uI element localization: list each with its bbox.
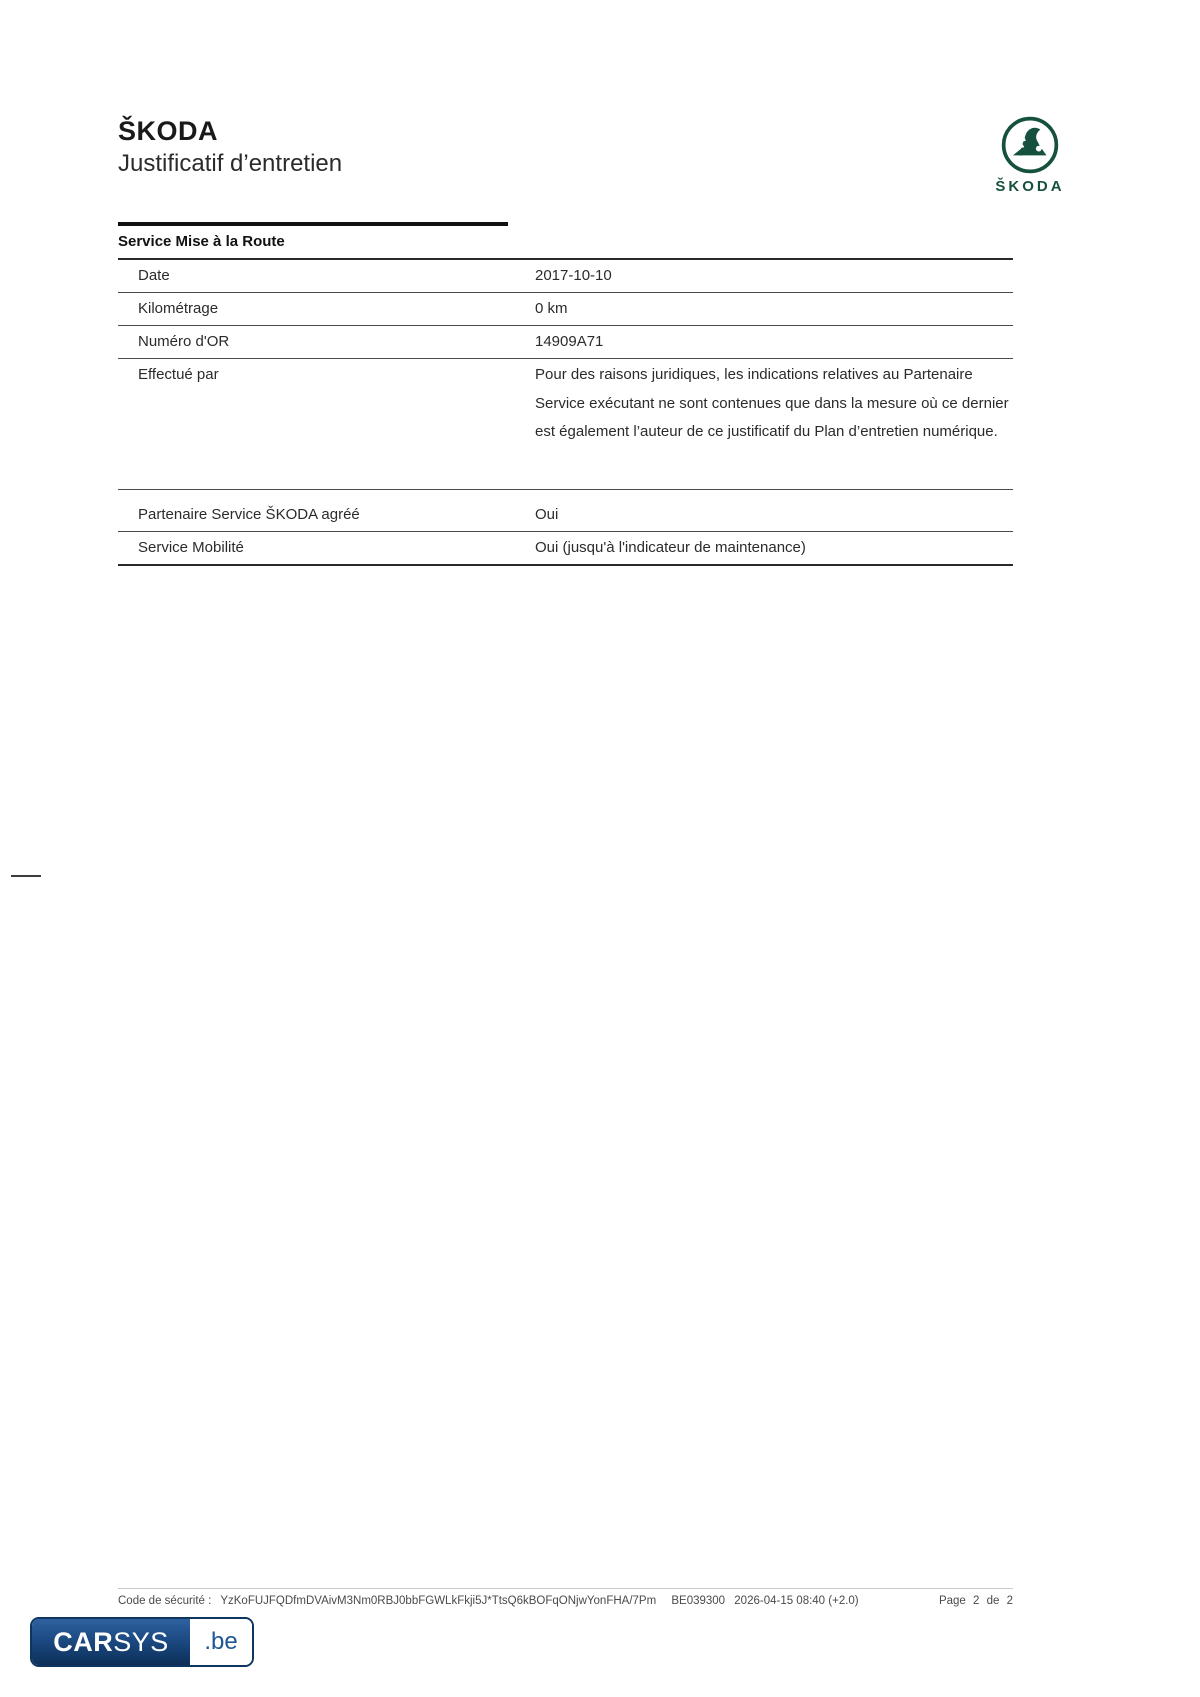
row-value: 14909A71: [535, 333, 604, 350]
table-row: [118, 532, 1013, 566]
footer: [118, 1595, 1013, 1607]
row-label: Numéro d'OR: [138, 333, 230, 350]
table-row: [118, 293, 1013, 326]
carsys-tld-badge: .be: [190, 1619, 252, 1665]
skoda-winged-arrow-icon: [985, 114, 1075, 176]
row-label: Service Mobilité: [138, 538, 244, 556]
table-header: Service Mise à la Route: [118, 226, 1013, 260]
row-label: Partenaire Service ŠKODA agréé: [138, 505, 360, 523]
table-row: [118, 326, 1013, 359]
carsys-wordmark: [32, 1619, 190, 1665]
table-row: [118, 490, 1013, 532]
document-reference: BE039300: [671, 1595, 726, 1607]
row-label: Kilométrage: [138, 300, 219, 317]
carsys-wordmark-regular: SYS: [113, 1626, 169, 1657]
row-value: 2017-10-10: [535, 267, 612, 284]
page-title: Justificatif d’entretien: [118, 150, 343, 177]
row-value: Oui (jusqu'à l'indicateur de maintenance): [535, 538, 806, 556]
page-indicator: Page 2 de 2: [938, 1595, 1013, 1607]
skoda-wordmark: ŠKODA: [995, 178, 1065, 195]
table-row: [118, 359, 1013, 490]
carsys-wordmark-bold: CAR: [53, 1626, 114, 1657]
security-code-label: Code de sécurité :: [118, 1595, 212, 1607]
row-value: Oui: [535, 505, 559, 523]
skoda-logo: [985, 114, 1075, 195]
row-label: Effectué par: [138, 366, 219, 383]
row-label: Date: [138, 267, 170, 284]
row-value: 0 km: [535, 300, 568, 317]
brand-heading: ŠKODA: [118, 116, 219, 146]
timestamp: 2026-04-15 08:40 (+2.0): [734, 1595, 859, 1607]
row-value: Pour des raisons juridiques, les indications relatives au Partenaire Service exécutant ne sont contenues que dans la mesure où ce dernier est également l’auteur de ce justificatif du Plan d’entretien numérique.: [535, 366, 1009, 440]
service-table: [118, 222, 1013, 566]
table-row: [118, 260, 1013, 293]
footer-divider: [118, 1588, 1013, 1589]
security-code-value: YzKoFUJFQDfmDVAivM3Nm0RBJ0bbFGWLkFkji5J*TtsQ6kBOFqONjwYonFHA/7Pm: [220, 1595, 657, 1607]
security-line: [118, 1595, 865, 1607]
fold-mark: [11, 875, 41, 877]
carsys-logo: [30, 1617, 254, 1667]
